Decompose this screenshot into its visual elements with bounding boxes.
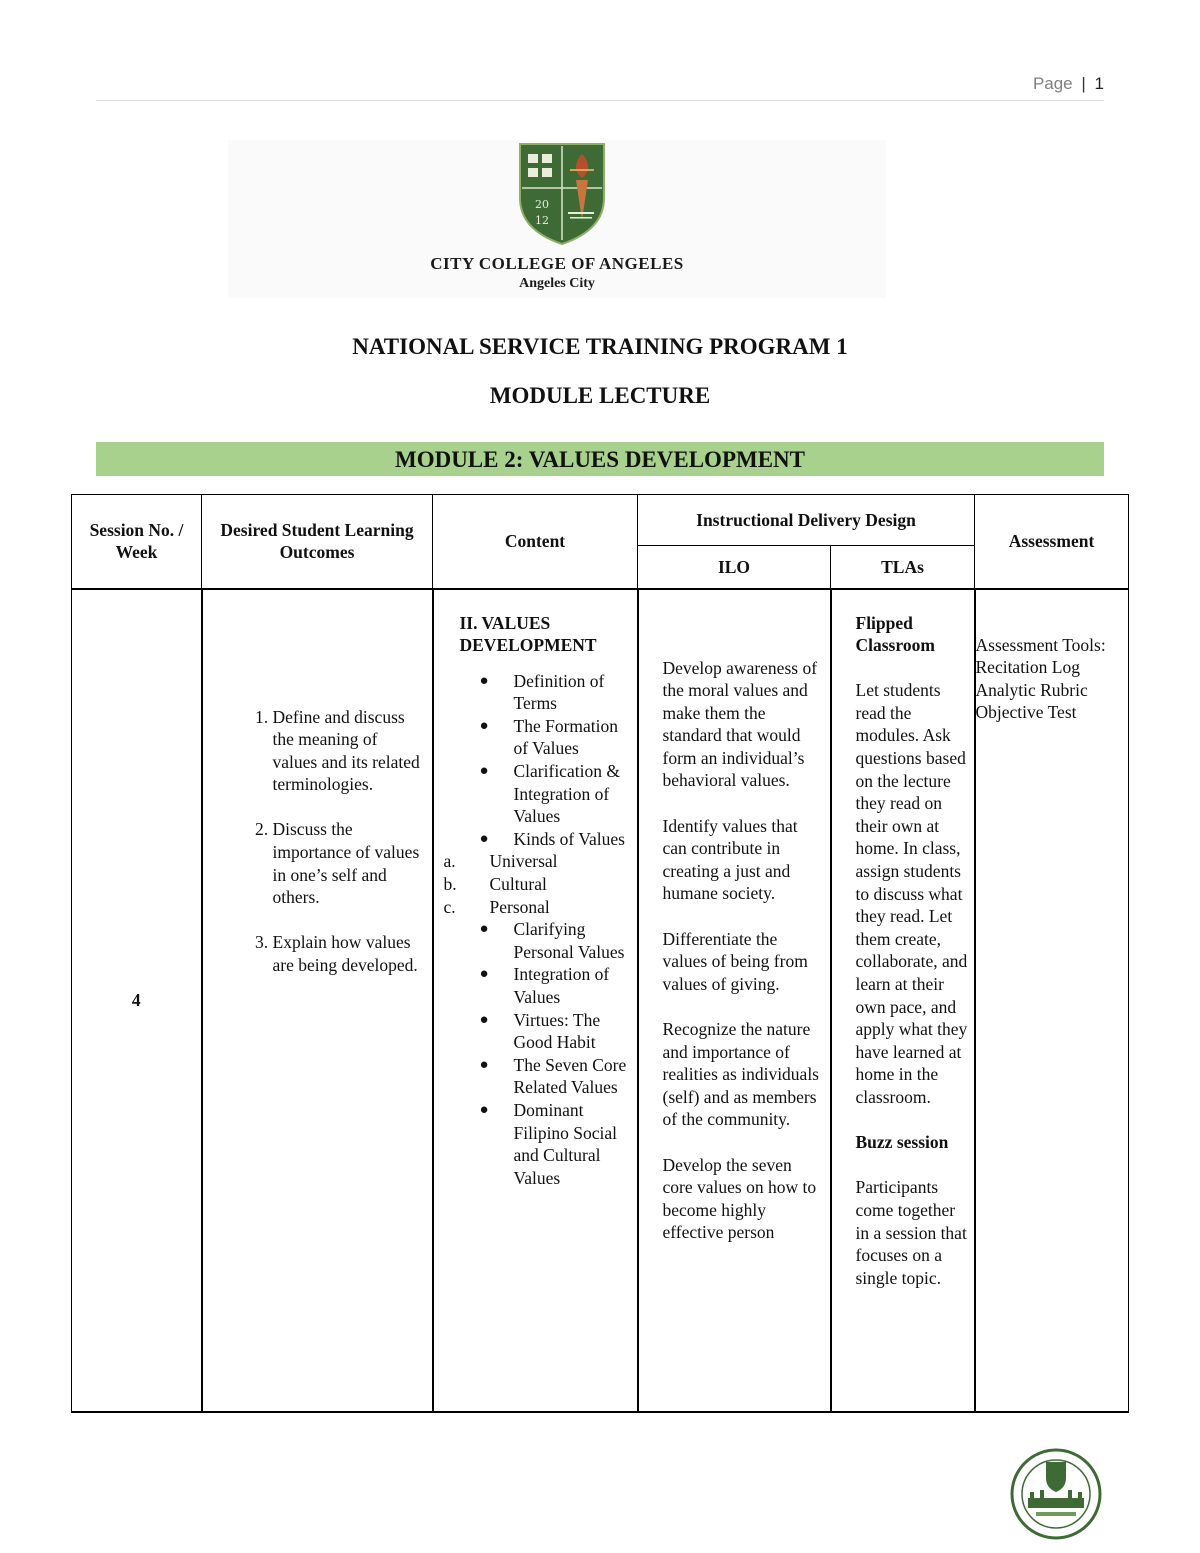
content-item: ● Clarification & Integration of Values <box>479 761 620 827</box>
assessment-item: Objective Test <box>975 702 1077 723</box>
content-item: ● Virtues: The Good Habit <box>479 1009 601 1053</box>
ilo-item: Identify values that can contribute in creating a just and humane society. <box>662 815 798 904</box>
content-title: II. VALUES DEVELOPMENT <box>459 612 597 656</box>
content-subitem: a. Universal <box>443 851 558 872</box>
tla-flipped-title: Flipped Classroom <box>855 612 935 656</box>
header-ilo: ILO <box>638 546 831 589</box>
assessment-item: Assessment Tools: <box>975 634 1106 655</box>
tla-buzz-text: Participants come together in a session that focuses on a single topic. <box>855 1177 967 1288</box>
session-number: 4 <box>72 589 202 1412</box>
college-logo-block <box>228 140 886 298</box>
college-name: CITY COLLEGE OF ANGELES <box>430 254 684 273</box>
content-item: ● The Formation of Values <box>479 715 618 759</box>
content-list <box>434 670 633 1190</box>
content-item: ● Definition of Terms <box>479 670 605 714</box>
module-banner: MODULE 2: VALUES DEVELOPMENT <box>96 442 1104 476</box>
learning-outcome-item: 1. Define and discuss the meaning of values and its related terminologies. <box>273 706 422 796</box>
content-item: ● Clarifying Personal Values <box>479 919 625 962</box>
tla-buzz-title: Buzz session <box>855 1132 949 1153</box>
learning-outcomes-list <box>243 706 422 977</box>
ilo-cell <box>638 589 831 1412</box>
page-number: 1 <box>1094 74 1104 93</box>
content-item: ● Dominant Filipino Social and Cultural Values <box>479 1099 618 1188</box>
ilo-item: Develop awareness of the moral values and make them the standard that would form an individual’s behavioral values. <box>662 657 818 791</box>
page-header <box>96 74 1104 101</box>
ilo-item: Develop the seven core values on how to become highly effective person <box>662 1154 817 1243</box>
header-tlas: TLAs <box>831 546 975 589</box>
header-session: Session No. / Week <box>72 495 202 589</box>
content-cell <box>433 589 638 1412</box>
college-city: Angeles City <box>519 276 595 291</box>
header-outcomes: Desired Student Learning Outcomes <box>202 495 433 589</box>
content-item: ● Kinds of Values <box>479 828 625 849</box>
content-item: ● The Seven Core Related Values <box>479 1054 627 1098</box>
learning-outcomes-cell <box>202 589 433 1412</box>
content-subitem: c. Personal <box>443 896 550 917</box>
content-subitem: b. Cultural <box>443 874 547 895</box>
ilo-item: Recognize the nature and importance of realities as individuals (self) and as members of the community. <box>662 1019 819 1130</box>
header-assessment: Assessment <box>975 495 1129 589</box>
ilo-item: Differentiate the values of being from values of giving. <box>662 928 808 994</box>
crest-year-top: 20 <box>535 198 549 211</box>
lesson-plan-table <box>71 494 1129 1413</box>
header-delivery-design: Instructional Delivery Design <box>638 495 975 546</box>
tla-cell <box>831 589 975 1412</box>
header-content: Content <box>433 495 638 589</box>
content-item: ● Integration of Values <box>479 964 610 1007</box>
learning-outcome-item: 3. Explain how values are being developed. <box>273 931 422 976</box>
assessment-cell <box>975 589 1129 1412</box>
document-title: NATIONAL SERVICE TRAINING PROGRAM 1 <box>352 334 848 359</box>
learning-outcome-item: 2. Discuss the importance of values in one’s self and others. <box>273 818 422 908</box>
assessment-item: Recitation Log <box>975 657 1080 678</box>
page-separator: | <box>1081 74 1086 93</box>
tla-flipped-text: Let students read the modules. Ask questions based on the lecture they read on their own at home. In class, assign students to discuss what they read. Let them create, collaborate, and learn at their own pace, and apply what they have learned at home in the classroom. <box>855 680 968 1107</box>
page-label: Page <box>1032 74 1073 93</box>
college-crest-icon <box>516 140 608 246</box>
assessment-item: Analytic Rubric <box>975 679 1088 700</box>
crest-year-bottom: 12 <box>535 214 549 227</box>
college-seal-icon <box>1010 1448 1102 1540</box>
document-subtitle: MODULE LECTURE <box>489 383 711 408</box>
